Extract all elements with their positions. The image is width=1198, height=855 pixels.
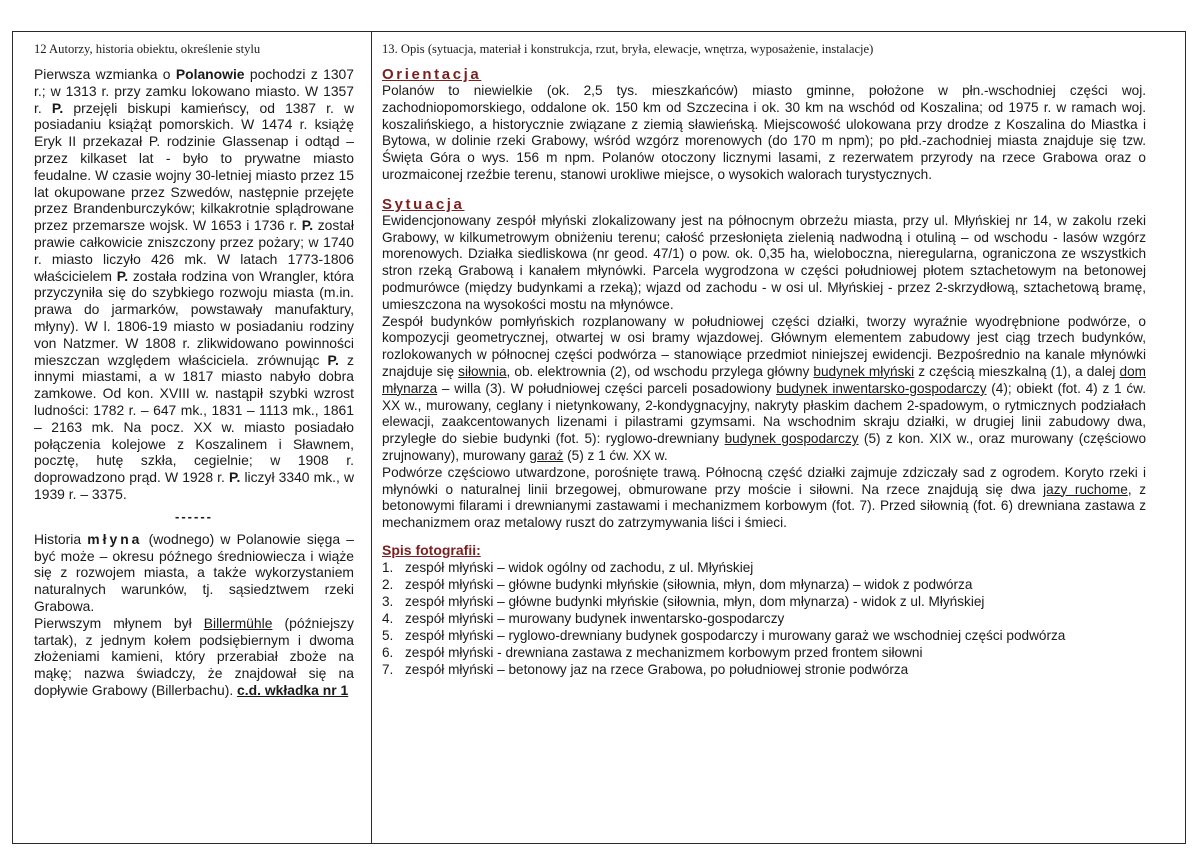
bold-term: P. xyxy=(301,217,314,234)
text-run: , ob. elektrownia (2), od wschodu przylega główny xyxy=(506,363,814,379)
photo-number: 2. xyxy=(382,576,394,592)
photo-list-item xyxy=(382,644,1146,661)
bold-term: P. xyxy=(327,351,339,368)
bold-term: P. xyxy=(51,99,64,116)
text-run: został prawie całkowicie zniszczony przez pożary; w 1740 r. miasto liczyło 426 mk. W latach 1773-1806 właścicielem xyxy=(34,217,354,284)
photo-number: 4. xyxy=(382,610,394,626)
text-run: Polanów to niewielkie (ok. 2,5 tys. mieszkańców) miasto gminne, położone w płn.-wschodniej części woj. zachodniopomorskiego, oddalone ok. 150 km od Szczecina i ok. 30 km na wschód od Koszalina; od 1975 r. w ramach woj. koszalińskiego, a historycznie związane z ziemią sławieńską. Miejscowość ulokowana przy drodze z Koszalina do Miastka i Bytowa, w dolinie rzeki Grabowy, wśród wzgórz morenowych (do 170 m npm); po płd.-zachodniej miasta znajduje się tzw. Święta Góra o wys. 156 m npm. Polanów otoczony licznymi lasami, z rezerwatem przyrody na rzece Grabowa oraz o urozmaiconej rzeźbie terenu, stanowi urokliwe miejsce, o wysokich walorach turystycznych. xyxy=(382,83,1146,182)
situation-paragraph-2 xyxy=(382,314,1146,465)
text-run: Podwórze częściowo utwardzone, porośnięte trawą. Północną część działki zajmuje zdziczały sad z ogrodem. Koryto rzeki i młynówki o naturalnej linii brzegowej, obmurowane przy moście i siłowni. Na rzece znajdują się dwa xyxy=(382,464,1146,497)
bold-term: Polanowie xyxy=(175,66,245,82)
underlined-term: budynek inwentarsko-gospodarczy xyxy=(776,380,987,396)
underlined-term: dom młynarza xyxy=(382,363,1146,396)
photo-number: 3. xyxy=(382,593,394,609)
text-run: została rodzina von Wrangler, która przyczyniła się do szybkiego rozwoju miasta (m.in. prawa do jarmarków, powstawały manufaktury, młyny). W l. 1806-19 miasto w posiadaniu rodziny von Natzmer. W 1808 r. zlikwidowano powinności mieszczan względem właściciela. zrównując xyxy=(34,267,354,368)
left-column xyxy=(34,42,354,699)
photo-list-item xyxy=(382,661,1146,678)
photo-list-item xyxy=(382,593,1146,610)
photo-list-item xyxy=(382,576,1146,593)
history-paragraph-1 xyxy=(34,66,354,503)
underlined-term: budynek młyński xyxy=(813,363,915,379)
photo-number: 7. xyxy=(382,661,394,677)
section-title-orientation: Orientacja xyxy=(382,66,482,83)
text-run: liczył 3340 mk., w 1939 r. – 3375. xyxy=(34,469,354,502)
right-column-header: 13. Opis (sytuacja, materiał i konstrukcja, rzut, bryła, elewacje, wnętrza, wyposażenie, instalacje) xyxy=(382,42,874,56)
bold-term: P. xyxy=(229,469,241,486)
history-paragraph-2 xyxy=(34,531,354,615)
situation-paragraph-1 xyxy=(382,213,1146,314)
text-run: Ewidencjonowany zespół młyński zlokalizowany jest na północnym obrzeżu miasta, przy ul. Młyńskiej nr 14, w zakolu rzeki Grabowy, w kilkumetrowym obniżeniu terenu; całość przesłonięta zielenią nadwodną i otuliną – od wschodu - lasów wzgórz morenowych. Działka siedliskowa (nr geod. 47/1) o pow. ok. 0,35 ha, wieloboczna, nieregularna, ograniczona ze wszystkich stron rzeką Grabową i kanałem młynówki. Parcela wygrodzona w części południowej płotem sztachetowym na betonowej podmurówce (między budynkami a rzeką); wjazd od zachodu - w osi ul. Młyńskiej - przez 2-skrzydłową, sztachetową bramę, umieszczona na wysokości mostu na młynówce. xyxy=(382,212,1146,312)
underlined-term: c.d. wkładka nr 1 xyxy=(237,681,349,698)
text-run: Pierwszym młynem był xyxy=(34,614,204,631)
photo-list-item xyxy=(382,559,1146,576)
photo-number: 1. xyxy=(382,559,394,575)
text-run: , z betonowymi filarami i drewnianymi zastawami i mechanizmem korbowym (fot. 7). Przed siłownią (fot. 6) drewniana zastawa z mechanizmem oraz metalowy ruszt do zatrzymywania liści i śmieci. xyxy=(382,481,1146,531)
situation-paragraph-3 xyxy=(382,465,1146,532)
separator: ------ xyxy=(175,508,213,524)
photo-caption: zespół młyński – ryglowo-drewniany budynek gospodarczy i murowany garaż we wschodniej części podwórza xyxy=(405,627,1066,643)
photo-list xyxy=(382,559,1146,678)
text-run: (5) z kon. XIX w., oraz murowany (częściowo zrujnowany), murowany xyxy=(382,431,1147,463)
photo-caption: zespół młyński – widok ogólny od zachodu, z ul. Młyńskiej xyxy=(405,559,754,575)
photo-number: 6. xyxy=(382,644,394,660)
text-run: Zespół budynków pomłyńskich rozplanowany w południowej części działki, tworzy wyraźnie wyodrębnione podwórze, o kompozycji geometrycznej, otwartej w osi bramy wjazdowej. Głównym elementem zabudowy jest ciąg trzech budynków, rozlokowanych w północnej części podwórza – stanowiące przedmiot niniejszej ewidencji. Bezpośrednio na kanale młynówki znajduje się xyxy=(382,313,1146,379)
underlined-term: jazy ruchome xyxy=(1043,481,1128,497)
text-run: (wodnego) w Polanowie sięga – być może – okresu późnego średniowiecza i wiąże się z rozwojem miasta, a także wykorzystaniem naturalnych warunków, tj. sąsiedztwem rzeki Grabowa. xyxy=(34,530,354,614)
text-run: pochodzi z 1307 r.; w 1313 r. przy zamku lokowano miasto. W 1357 r. xyxy=(34,66,354,116)
text-run: (późniejszy tartak), z jednym kołem podsiębiernym i dwoma złożeniami kamieni, który przerabiał zboże na mąkę; nazwa świadczy, że znajdował się na dopływie Grabowy (Billerbachu). xyxy=(34,614,354,698)
text-run: – willa (3). W południowej części parceli posadowiony xyxy=(437,380,777,396)
photo-number: 5. xyxy=(382,627,394,643)
history-paragraph-3 xyxy=(34,615,354,699)
spaced-term: młyna xyxy=(87,530,143,547)
underlined-term: garaż xyxy=(529,447,564,463)
underlined-term: Billermühle xyxy=(203,614,273,631)
column-divider xyxy=(371,32,372,843)
text-run: z innymi miastami, a w 1817 miasto nabyło dobra zamkowe. Od kon. XVIII w. nastąpił szybki wzrost ludności: 1782 r. – 647 mk., 1831 – 1113 mk., 1861 – 2163 mk. Na pocz. XX w. miasto posiadało połączenia kolejowe z Koszalinem i Sławnem, pocztę, hutę szkła, cegielnie; w 1908 r. doprowadzono prąd. W 1928 r. xyxy=(34,351,354,486)
photo-caption: zespół młyński - drewniana zastawa z mechanizmem korbowym przed frontem siłowni xyxy=(405,644,923,660)
text-run: (4); obiekt (fot. 4) z 1 ćw. XX w., murowany, ceglany i nietynkowany, 2-kondygnacyjny, nakryty płaskim dachem 2-spadowym, o rytmicznych podziałach elewacji, zaakcentowanych lizenami i pilastrami gzymsami. Na wschodnim skraju działki, w drugiej linii zabudowy dwa, przyległe do siebie budynki (fot. 5): ryglowo-drewniany xyxy=(382,380,1146,447)
section-title-situation: Sytuacja xyxy=(382,195,465,213)
photo-caption: zespół młyński – główne budynki młyńskie (siłownia, młyn, dom młynarza) - widok z ul. Młyńskiej xyxy=(405,593,985,609)
photo-caption: zespół młyński – betonowy jaz na rzece Grabowa, po południowej stronie podwórza xyxy=(405,661,909,677)
photo-list-title: Spis fotografii: xyxy=(382,541,481,558)
text-run: (5) z 1 ćw. XX w. xyxy=(563,447,668,463)
text-run: Historia xyxy=(34,530,88,547)
photo-caption: zespół młyński – murowany budynek inwentarsko-gospodarczy xyxy=(405,610,785,626)
text-run: przejęli biskupi kamieńscy, od 1387 r. w posiadaniu książąt pomorskich. W 1474 r. książę Eryk II przekazał P. rodzinie Glassenap i odtąd – przez kilkaset lat - było to prywatne miasto feudalne. W czasie wojny 30-letniej miasto przez 15 lat okupowane przez Szwedów, następnie przejęte przez Brandenburczyków; kilkakrotnie splądrowane przez przemarsze wojsk. W 1653 i 1736 r. xyxy=(34,99,355,234)
underlined-term: budynek gospodarczy xyxy=(724,431,859,447)
left-column-header: 12 Autorzy, historia obiektu, określenie stylu xyxy=(34,42,261,56)
photo-list-item xyxy=(382,627,1146,644)
text-run: z częścią mieszkalną (1), a dalej xyxy=(914,363,1120,379)
photo-list-item xyxy=(382,610,1146,627)
right-column xyxy=(382,42,1146,678)
text-run: Pierwsza wzmianka o xyxy=(34,66,176,82)
orientation-paragraph xyxy=(382,83,1146,184)
underlined-term: siłownia xyxy=(458,363,507,379)
bold-term: P. xyxy=(116,267,129,284)
photo-caption: zespół młyński – główne budynki młyńskie (siłownia, młyn, dom młynarza) – widok z podwórza xyxy=(405,576,973,592)
